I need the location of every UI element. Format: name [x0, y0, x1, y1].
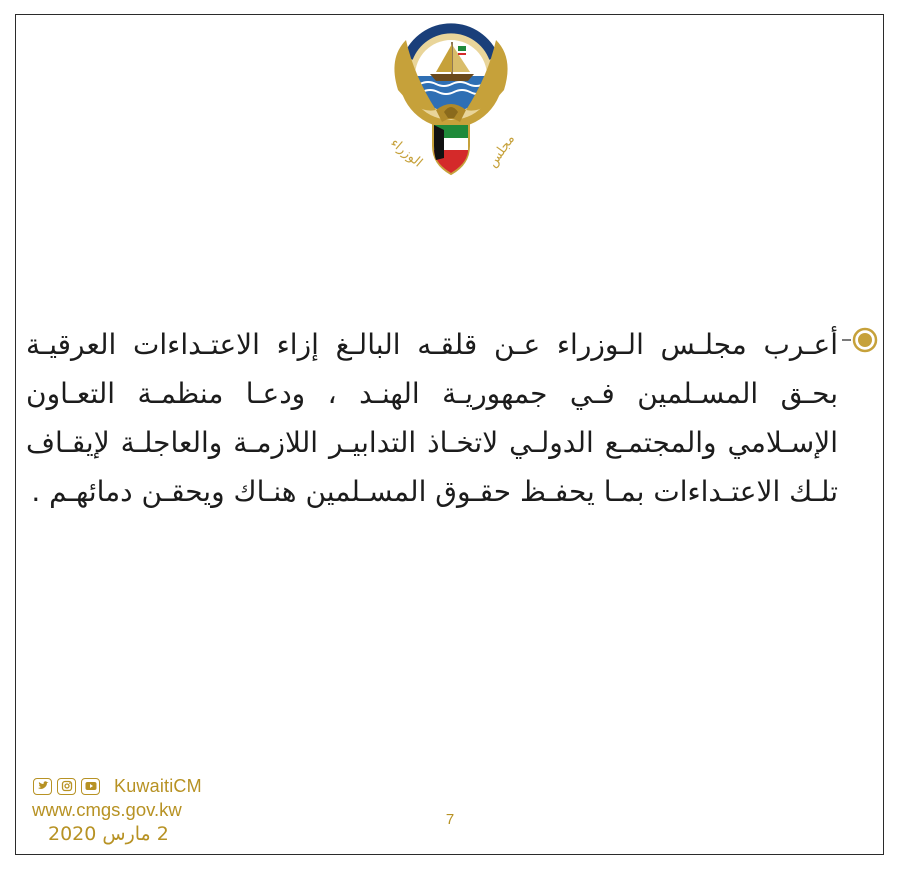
instagram-icon[interactable]	[57, 778, 76, 795]
youtube-icon[interactable]	[81, 778, 100, 795]
twitter-icon[interactable]	[33, 778, 52, 795]
date-label: 2 مارس 2020	[48, 823, 169, 845]
svg-text:الوزراء: الوزراء	[387, 135, 426, 171]
website-link[interactable]: www.cmgs.gov.kw	[32, 799, 182, 820]
social-handle[interactable]: KuwaitiCM	[114, 776, 202, 796]
kuwait-council-of-ministers-emblem	[378, 18, 524, 180]
svg-text:مجلس: مجلس	[484, 132, 519, 171]
social-icons	[33, 776, 105, 796]
statement-paragraph: أعـرب مجلـس الـوزراء عـن قلقـه البالـغ إزاء الاعتـداءات العرقيـة بحـق المسـلمين فـي جمهوريـة الهنـد ، ودعـا منظمـة التعـاون الإسـلامي والمجتمـع الدولـي لاتخـاذ التدابيـر اللازمـة والعاجلـة لإيقـاف تلـك الاعتـداءات بمـا يحفـظ حقـوق المسـلمين هنـاك ويحقـن دمائهـم .	[26, 328, 838, 508]
page-number: 7	[445, 811, 455, 828]
gold-circle-bullet-icon	[842, 326, 878, 354]
